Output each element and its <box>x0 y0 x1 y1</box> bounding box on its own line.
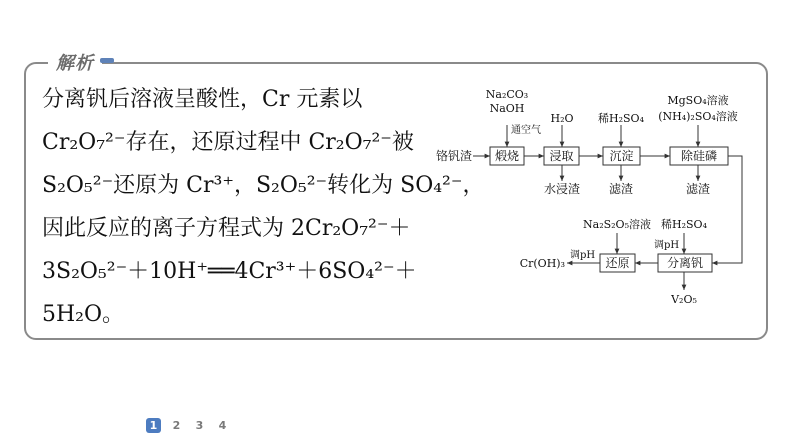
reduce-reagent: Na₂S₂O₅溶液 <box>583 218 651 231</box>
page-2-button[interactable]: 2 <box>172 419 181 432</box>
roast-reagent-2: NaOH <box>489 102 525 115</box>
step-leach: 浸取 <box>549 149 574 163</box>
explanation-line: S₂O₅²⁻还原为 Cr³⁺，S₂O₅²⁻转化为 SO₄²⁻， <box>42 173 485 198</box>
tag-accent-bar <box>100 58 114 63</box>
explanation-line: 分离钒后溶液呈酸性，Cr 元素以 <box>42 87 363 112</box>
product-cr: Cr(OH)₃ <box>519 257 565 270</box>
step-roast: 煅烧 <box>494 149 520 163</box>
leach-reagent: H₂O <box>550 112 574 125</box>
page-4-button[interactable]: 4 <box>218 419 227 432</box>
separate-ph-label: 调pH <box>654 240 680 251</box>
waste-precip: 滤渣 <box>608 182 634 196</box>
step-desilica: 除硅磷 <box>680 149 718 163</box>
waste-desilica: 滤渣 <box>685 182 711 196</box>
explanation-line: 5H₂O。 <box>42 302 125 327</box>
desilica-reagent-2: (NH₄)₂SO₄溶液 <box>658 110 738 123</box>
pagination <box>146 418 230 433</box>
reduce-ph-label: 调pH <box>570 250 596 261</box>
analysis-tag-label: 解析 <box>56 53 94 74</box>
explanation-line: 因此反应的离子方程式为 2Cr₂O₇²⁻＋ <box>42 216 411 241</box>
analysis-tag <box>48 50 102 74</box>
start-label: 铬钒渣 <box>436 149 473 163</box>
step-precip: 沉淀 <box>609 149 634 163</box>
desilica-reagent-1: MgSO₄溶液 <box>667 94 729 107</box>
precip-reagent: 稀H₂SO₄ <box>598 112 644 125</box>
process-flowchart <box>436 82 762 312</box>
product-v: V₂O₅ <box>671 293 697 306</box>
page-3-button[interactable]: 3 <box>195 419 204 432</box>
roast-air-label: 通空气 <box>511 125 541 136</box>
waste-leach: 水浸渣 <box>543 182 581 196</box>
page-1-button[interactable]: 1 <box>146 418 161 433</box>
step-separate: 分离钒 <box>666 256 704 270</box>
roast-reagent-1: Na₂CO₃ <box>485 88 529 101</box>
explanation-line: 3S₂O₅²⁻＋10H⁺══4Cr³⁺＋6SO₄²⁻＋ <box>42 259 417 284</box>
explanation-line: Cr₂O₇²⁻存在，还原过程中 Cr₂O₇²⁻被 <box>42 130 414 155</box>
separate-reagent: 稀H₂SO₄ <box>661 218 707 231</box>
step-reduce: 还原 <box>605 256 630 270</box>
